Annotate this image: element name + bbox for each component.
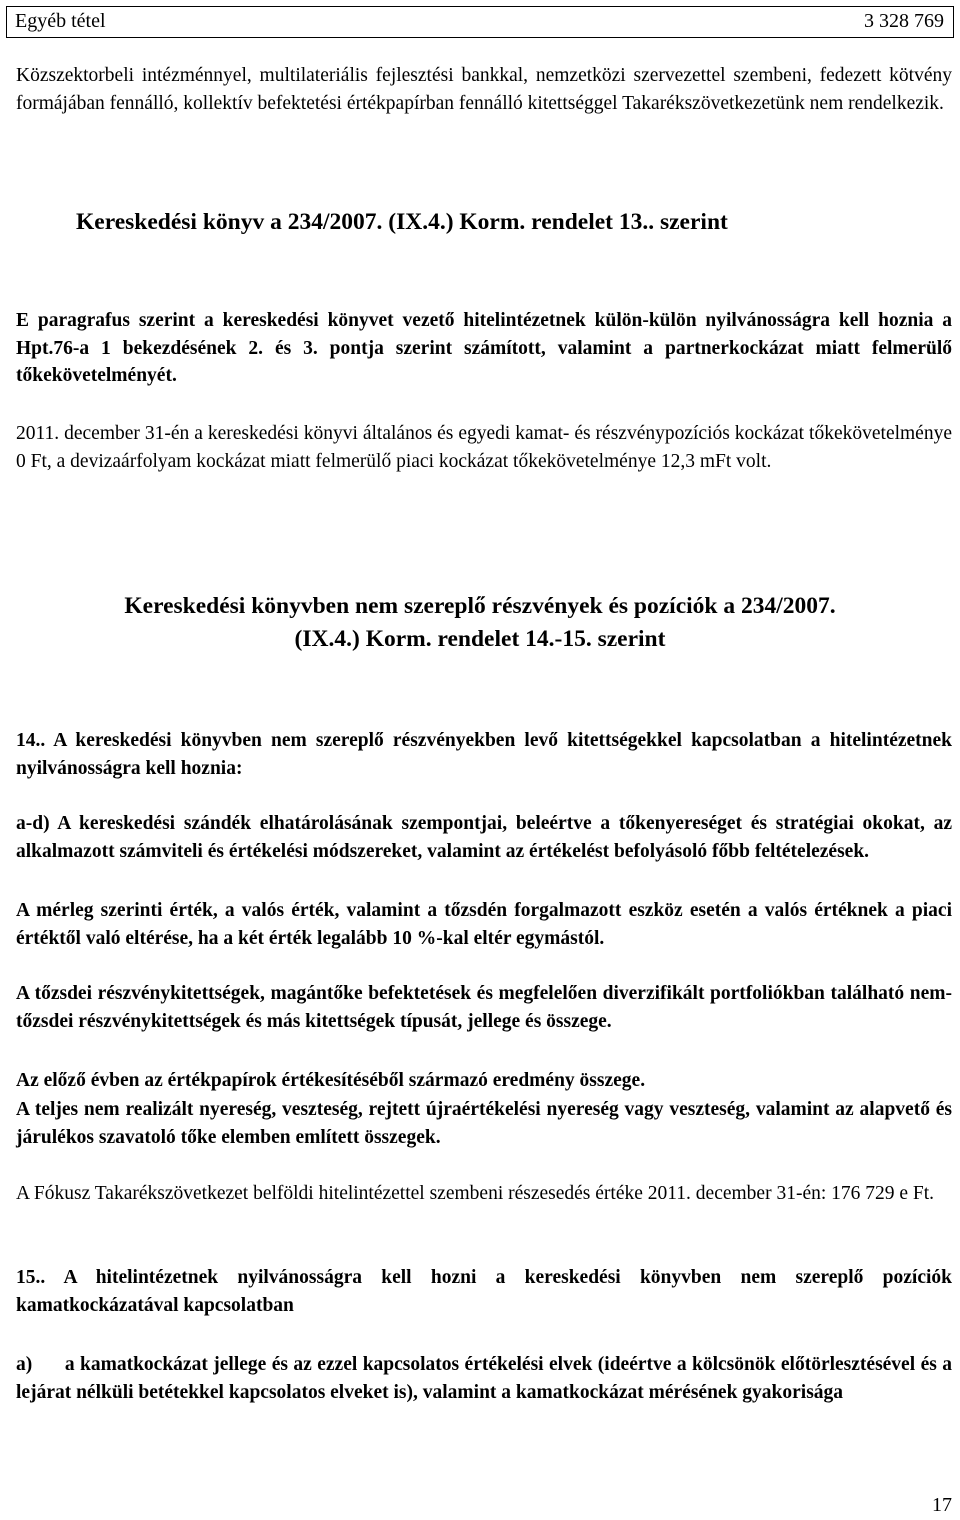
paragraph-15-intro: 15.. A hitelintézetnek nyilvánosságra kell hozni a kereskedési könyvben nem szereplő pozíciók kamatkockázatával kapcsolatban — [16, 1267, 952, 1316]
row-value: 3 328 769 — [864, 10, 944, 32]
paragraph-14-intro: 14.. A kereskedési könyvben nem szereplő részvényekben levő kitettségekkel kapcsolatban a hitelintézetnek nyilvánosságra kell hoznia: — [16, 730, 952, 779]
list-item: A mérleg szerinti érték, a valós érték, valamint a tőzsdén forgalmazott eszköz esetén a valós értéknek a piaci értéktől való eltérése, ha a két érték legalább 10 %-kal eltér egymástól. — [16, 900, 952, 949]
rule-paragraph: E paragrafus szerint a kereskedési könyvet vezető hitelintézetnek külön-külön nyilvánosságra kell hoznia a Hpt.76-a 1 bekezdésének 2. és 3. pontja szerint számított, valamint a partnerkockázat miatt felmerülő tőkekövetelményét. — [16, 310, 952, 386]
participation-paragraph: A Fókusz Takarékszövetkezet belföldi hitelintézettel szembeni részesedés értéke 2011. december 31-én: 176 729 e Ft. — [16, 1183, 935, 1204]
list-item-a: a) a kamatkockázat jellege és az ezzel kapcsolatos értékelési elvek (ideértve a kölcsönök előtörlesztésével és a lejárat nélküli betétekkel kapcsolatos elveket is), valamint a kamatkockázat mérésének gyakorisága — [16, 1354, 957, 1403]
section-heading-trading-book: Kereskedési könyv a 234/2007. (IX.4.) Korm. rendelet 13.. szerint — [76, 209, 728, 235]
page-number: 17 — [932, 1494, 952, 1516]
capital-requirement-paragraph: 2011. december 31-én a kereskedési könyvi általános és egyedi kamat- és részvénypozíciós kockázat tőkekövetelménye 0 Ft, a devizaárfolyam kockázat miatt felmerülő piaci kockázat tőkekövetelménye 12,3 mFt volt. — [16, 423, 952, 472]
list-item: Az előző évben az értékpapírok értékesítéséből származó eredmény összege. — [16, 1070, 646, 1091]
row-label: Egyéb tétel — [15, 10, 106, 32]
section-heading-non-trading-line2: (IX.4.) Korm. rendelet 14.-15. szerint — [294, 626, 666, 652]
list-item: A tőzsdei részvénykitettségek, magántőke befektetések és megfelelően diverzifikált portfoliókban található nem-tőzsdei részvénykitettségek és más kitettségek típusát, jellege és összege. — [16, 983, 952, 1032]
list-item: A teljes nem realizált nyereség, veszteség, rejtett újraértékelési nyereség vagy veszteség, valamint az alapvető és járulékos szavatoló tőke elemben említett összegek. — [16, 1099, 952, 1148]
section-heading-non-trading-line1: Kereskedési könyvben nem szereplő részvények és pozíciók a 234/2007. — [124, 593, 836, 619]
list-item: a-d) A kereskedési szándék elhatárolásának szempontjai, beleértve a tőkenyereséget és stratégiai okokat, az alkalmazott számviteli és értékelési módszereket, valamint az értékelést befolyásoló főbb feltételezések. — [16, 813, 952, 862]
table-row — [6, 6, 954, 38]
intro-paragraph: Közszektorbeli intézménnyel, multilateriális fejlesztési bankkal, nemzetközi szervezettel szembeni, fedezett kötvény formájában fennálló, kollektív befektetési értékpapírban fennálló kitettséggel Takarékszövetkezetünk nem rendelkezik. — [16, 65, 952, 114]
